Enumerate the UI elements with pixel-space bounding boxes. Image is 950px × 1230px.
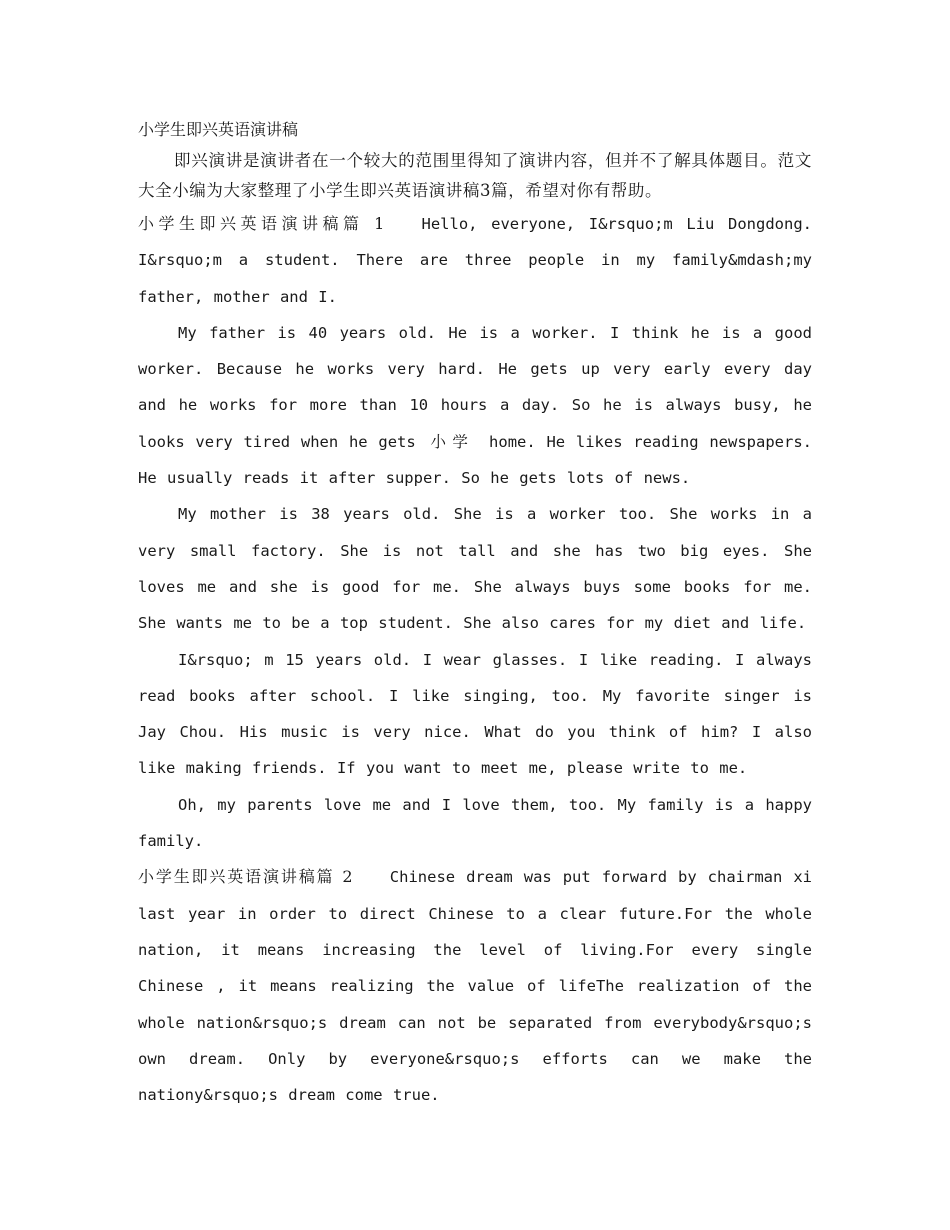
document-page [138, 116, 812, 1113]
section-1-paragraph-closing: Oh, my parents love me and I love them, too. My family is a happy family. [138, 795, 812, 851]
section-1-first-paragraph [138, 206, 812, 315]
section-2-first-paragraph [138, 859, 812, 1113]
document-title: 小学生即兴英语演讲稿 [138, 120, 299, 139]
section-1-paragraph-self: I&rsquo; m 15 years old. I wear glasses. I like reading. I always read books after school. I like singing, too. My favorite singer is Jay Chou. His music is very nice. What do you think of him? I also like making friends. If you want to meet me, please write to me. [138, 650, 812, 778]
section-2-heading: 小学生即兴英语演讲稿篇 2 [138, 867, 354, 887]
section-1-paragraph-father [138, 315, 812, 496]
inline-chinese-word: 小学 [430, 432, 475, 451]
father-text-after: home. He likes reading newspapers. He usually reads it after supper. So he gets lots of news. [138, 432, 812, 488]
section-2-text: Chinese dream was put forward by chairman xi last year in order to direct Chinese to a clear future.For the whole nation, it means increasing the level of living.For every single Chinese , it means realizing the value of lifeThe realization of the whole nation&rsquo;s dream can not be separated from everybody&rsquo;s own dream. Only by everyone&rsquo;s efforts can we make the nationy&rsquo;s dream come true. [138, 868, 812, 1105]
section-1-heading: 小学生即兴英语演讲稿篇 1 [138, 214, 386, 233]
father-text-before: My father is 40 years old. He is a worker. I think he is a good worker. Because he works very hard. He gets up very early every day and he works for more than 10 hours a day. So he is always busy, he looks very tired when he gets [138, 323, 812, 451]
section-1-paragraph-mother: My mother is 38 years old. She is a worker too. She works in a very small factory. She is not tall and she has two big eyes. She loves me and she is good for me. She always buys some books for me. She wants me to be a top student. She also cares for my diet and life. [138, 505, 812, 633]
section-1-text: Hello, everyone, I&rsquo;m Liu Dongdong. I&rsquo;m a student. There are three people in my family&mdash;my father, mother and I. [138, 215, 812, 306]
intro-paragraph: 即兴演讲是演讲者在一个较大的范围里得知了演讲内容，但并不了解具体题目。范文大全小编为大家整理了小学生即兴英语演讲稿3篇，希望对你有帮助。 [138, 151, 812, 200]
